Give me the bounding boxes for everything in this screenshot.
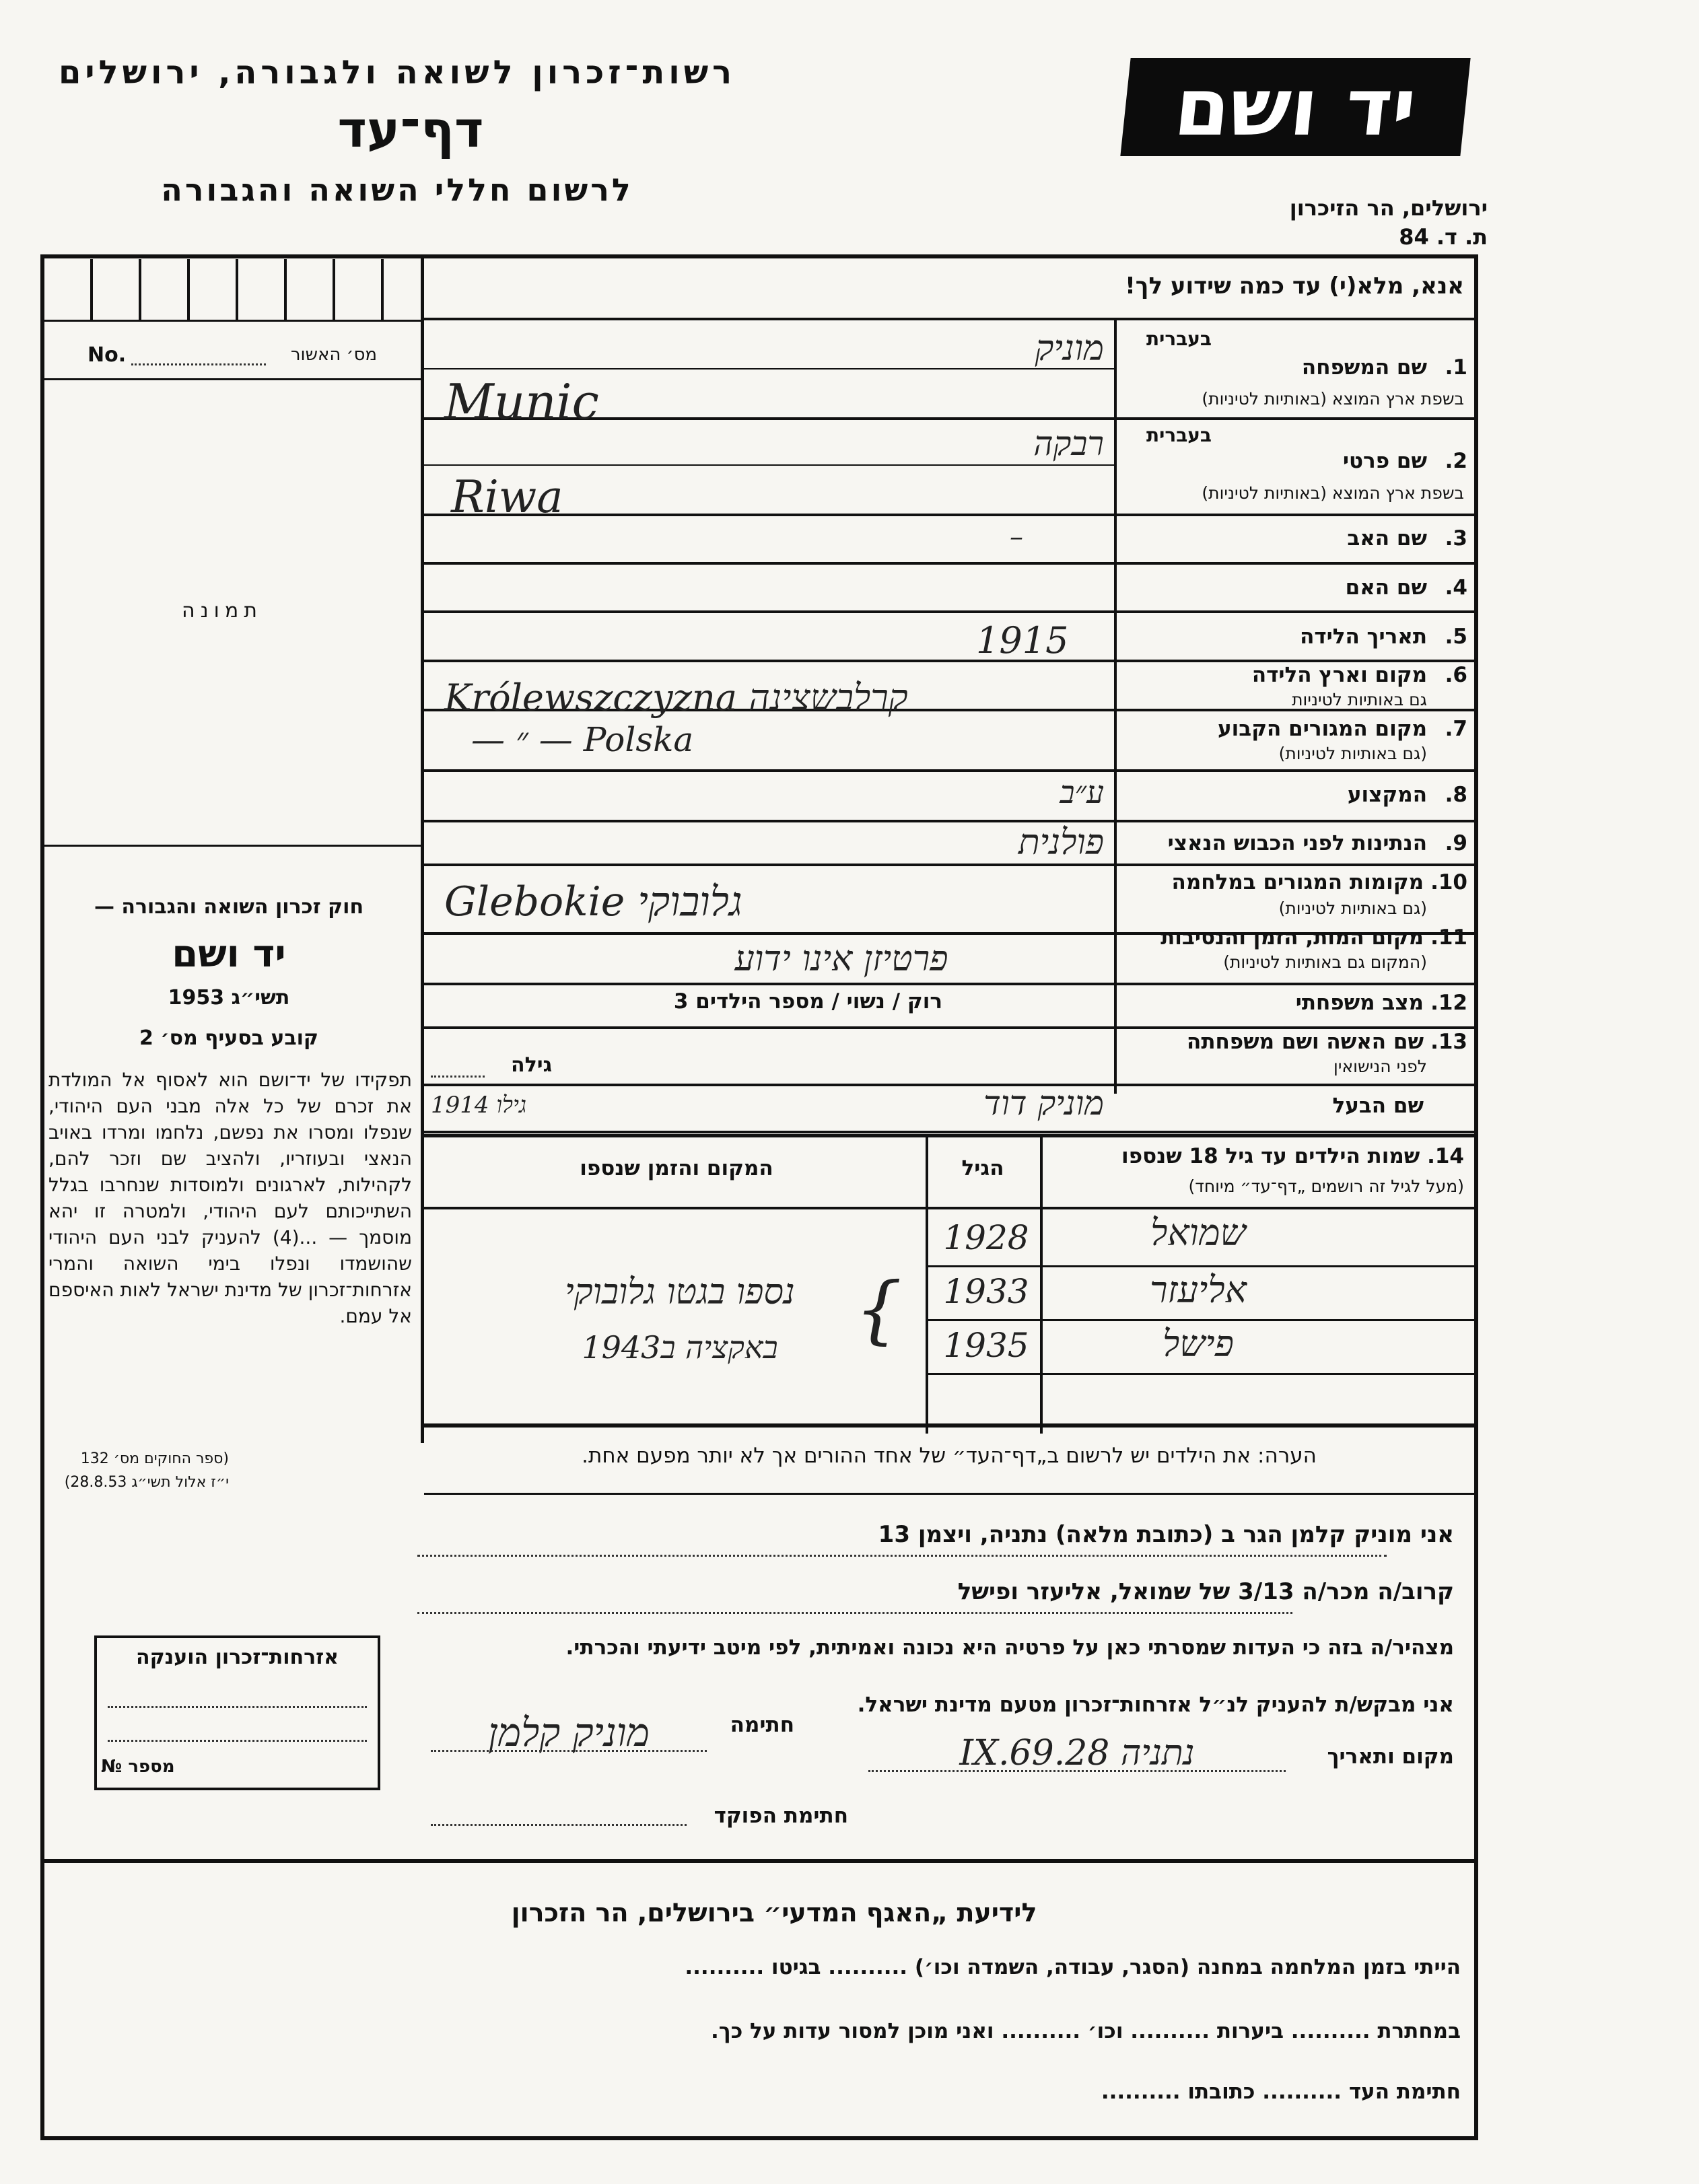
field-11-label: מקום המות, הזמן והנסיבות (1160, 925, 1424, 950)
children-col-place: המקום והזמן שנספו (580, 1156, 773, 1181)
husband-label: שם הבעל (1332, 1094, 1424, 1118)
place-date-label: מקום ותאריך (1327, 1745, 1454, 1769)
field-6-num: 6. (1445, 663, 1467, 687)
children-sub: (מעל לגיל זה רושמים „דף־עד״ מיוחד) (1188, 1176, 1464, 1196)
id-box[interactable] (141, 259, 190, 320)
field-6-label: מקום וארץ הלידה (1251, 663, 1427, 687)
field-5-label: תאריך הלידה (1300, 625, 1427, 649)
field-8-label: המקצוע (1347, 783, 1427, 807)
declaration-line-3: מצהיר/ה בזה כי העדות שמסרתי כאן על פרטיה היא נכונה ואמיתית, לפי מיטב ידיעתי והכרתי. (565, 1635, 1454, 1660)
field-3-num: 3. (1445, 526, 1467, 551)
field-10-sub: (גם באותיות לטיניות) (1278, 899, 1427, 918)
declaration-line-4: אני מבקש/ת להעניק לנ״ל אזרחות־זכרון מטעם מדינת ישראל. (857, 1693, 1454, 1717)
signature-label: חתימה (730, 1713, 794, 1737)
cert-no-label: No. (88, 343, 127, 367)
field-4-num: 4. (1445, 575, 1467, 600)
field-10-label: מקומות המגורים במלחמה (1171, 870, 1424, 894)
form-subtitle: לרשום חללי השואה והגבורה (161, 172, 633, 208)
declaration-line-1[interactable]: אני מוניק קלמן הגר ב (כתובת מלאה) נתניה, ויצמן 13 (878, 1521, 1454, 1548)
po-box: ת. ד. 84 (1399, 224, 1488, 250)
field-7-num: 7. (1445, 717, 1467, 741)
field-12-num: 12. (1430, 991, 1467, 1015)
instruction: אנא, מלא(י) עד כמה שידוע לך! (1125, 273, 1464, 300)
field-6-sub: גם באותיות לטיניות (1292, 690, 1427, 709)
children-place-1[interactable]: נספו בגטו גלובוקי (565, 1272, 795, 1312)
field-1-num: 1. (1445, 355, 1467, 380)
law-name: יד ושם (172, 932, 286, 976)
field-3-value[interactable]: – (1010, 522, 1023, 553)
children-col-age: הגיל (961, 1156, 1004, 1181)
children-bracket: { (855, 1266, 902, 1352)
field-13-sub: לפני הנישואין (1333, 1057, 1427, 1076)
field-5-value[interactable]: 1915 (976, 619, 1069, 662)
id-box[interactable] (190, 259, 238, 320)
form-title: דף־עד (337, 101, 484, 159)
id-box[interactable] (287, 259, 335, 320)
field-13-num: 13. (1430, 1030, 1467, 1054)
id-box[interactable] (238, 259, 287, 320)
field-1-lang-origin: בשפת ארץ המוצא (באותיות לטיניות) (1202, 389, 1464, 409)
field-1-label: שם המשפחה (1301, 355, 1427, 380)
field-2-label: שם פרטי (1342, 449, 1427, 473)
child-3-name[interactable]: פישל (1163, 1323, 1234, 1365)
field-1-lang-he: בעברית (1146, 328, 1212, 350)
field-12-label: מצב משפחתי (1295, 991, 1424, 1015)
field-9-value[interactable]: פולנית (1018, 822, 1104, 863)
child-3-age[interactable]: 1935 (943, 1326, 1029, 1365)
field-11-value[interactable]: פרטיזן אינו ידוע (734, 939, 948, 979)
citizenship-number: מספר № (101, 1757, 175, 1777)
footer-line-3[interactable]: חתימת העד .......... כתובתו .......... (1101, 2080, 1461, 2104)
place-date-value[interactable]: נתניה 28.IX.69 (959, 1733, 1195, 1773)
children-place-2[interactable]: באקציה ב1943 (582, 1329, 778, 1366)
footer-heading: לידיעת „האגף המדעי״ בירושלים, הר הזכרון (511, 1898, 1037, 1928)
officer-label: חתימת הפוקד (714, 1804, 848, 1828)
child-1-name[interactable]: שמואל (1150, 1211, 1246, 1254)
field-11-sub: (המקום גם באותיות לטיניות) (1223, 952, 1427, 972)
cert-no-field[interactable] (131, 363, 266, 365)
field-7-label: מקום המגורים הקבוע (1218, 717, 1427, 741)
field-2-num: 2. (1445, 449, 1467, 473)
field-9-label: הנתינות לפני הכבוש הנאצי (1167, 831, 1427, 855)
field-5-num: 5. (1445, 625, 1467, 649)
husband-value[interactable]: מוניק דוד (983, 1084, 1104, 1123)
field-13-label: שם האשה ושם משפחתה (1187, 1030, 1424, 1054)
law-clause: קובע בסעיף מס׳ 2 (139, 1026, 319, 1050)
field-1-value-latin[interactable]: Munic (444, 374, 599, 430)
field-2-lang-origin: בשפת ארץ המוצא (באותיות לטיניות) (1202, 483, 1464, 503)
field-11-num: 11. (1430, 925, 1467, 950)
law-ref-2: י״ז אלול תשי״ג 28.8.53) (64, 1474, 229, 1491)
law-title: חוק זכרון השואה והגבורה — (94, 895, 364, 919)
child-2-age[interactable]: 1933 (943, 1272, 1029, 1311)
id-box[interactable] (44, 259, 93, 320)
yad-vashem-logo: יד ושם (1120, 58, 1470, 156)
photo-placeholder: תמונה (182, 599, 263, 623)
field-13-value[interactable]: גילה (511, 1053, 552, 1077)
id-box[interactable] (335, 259, 384, 320)
field-7-sub: (גם באותיות לטיניות) (1278, 744, 1427, 763)
id-box[interactable] (93, 259, 141, 320)
law-ref-1: (ספר החוקים מס׳ 132 (80, 1450, 229, 1467)
field-10-value[interactable]: Glebokie גלובוקי (444, 878, 742, 925)
address: ירושלים, הר הזיכרון (1289, 195, 1488, 221)
field-6-value[interactable]: Królewszczyzna קרלבשצינה (444, 676, 908, 719)
field-12-value[interactable]: רוק / נשוי / מספר הילדים 3 (673, 989, 942, 1014)
field-9-num: 9. (1445, 831, 1467, 855)
child-2-name[interactable]: אליעזר (1150, 1269, 1247, 1311)
declaration-line-2[interactable]: קרוב/ה מכר/ה 3/13 של שמואל, אליעזר ופישל (957, 1578, 1454, 1605)
citizenship-title: אזרחות־זכרון הוענקה (135, 1646, 339, 1669)
field-3-label: שם האב (1347, 526, 1427, 551)
field-8-num: 8. (1445, 783, 1467, 807)
field-10-num: 10. (1430, 870, 1467, 894)
footer-line-1[interactable]: הייתי בזמן המלחמה במחנה (הסגר, עבודה, השמדה וכו׳) .......... בגיטו .......... (685, 1955, 1461, 1979)
field-8-value[interactable]: ע״ב (1060, 774, 1104, 810)
law-text: תפקידו של יד־ושם הוא לאסוף אל המולדת את זכרם של כל אלה מבני העם היהודי, שנפלו ומסרו את נפשם, נלחמו ומרדו באויב הנאצי ובעוזריו, ולהציב שם וזכר להם, לקהילות, לארגונים ולמוסדות שנחרבו בגלל השתייכותם לעם היהודי, ולמטרה זו יהא מוסמך — ...(4) להעניק לבני העם היהודי שהושמדו ונפלו בימי השואה והמרי אזרחות־זכרון של מדינת ישראל לאות האיספם אל עמם. (48, 1069, 412, 1327)
field-2-lang-he: בעברית (1146, 424, 1212, 446)
husband-age[interactable]: גילו 1914 (431, 1092, 527, 1119)
field-2-value-latin[interactable]: Riwa (451, 471, 563, 523)
field-7-value[interactable]: — ״ — Polska (471, 720, 694, 759)
authority-name: רשות־זכרון לשואה ולגבורה, ירושלים (58, 54, 736, 92)
children-label: 14. שמות הילדים עד גיל 18 שנספו (1121, 1144, 1464, 1168)
law-year: תשי״ג 1953 (168, 986, 290, 1010)
field-1-value-he[interactable]: מוניק (1035, 328, 1104, 369)
signature-value[interactable]: מוניק קלמן (487, 1710, 650, 1755)
field-2-value-he[interactable]: רבקה (1033, 424, 1104, 463)
cert-no-label-he: מס׳ האשור (290, 345, 377, 365)
field-4-label: שם האם (1345, 575, 1427, 600)
note: הערה: את הילדים יש לרשום ב„דף־העד״ של אחד ההורים אך לא יותר מפעם אחת. (582, 1444, 1317, 1468)
child-1-age[interactable]: 1928 (943, 1218, 1029, 1257)
footer-line-2[interactable]: במחתרת .......... ביערות .......... וכו׳ .......... ואני מוכן למסור עדות על כך. (711, 2019, 1461, 2043)
